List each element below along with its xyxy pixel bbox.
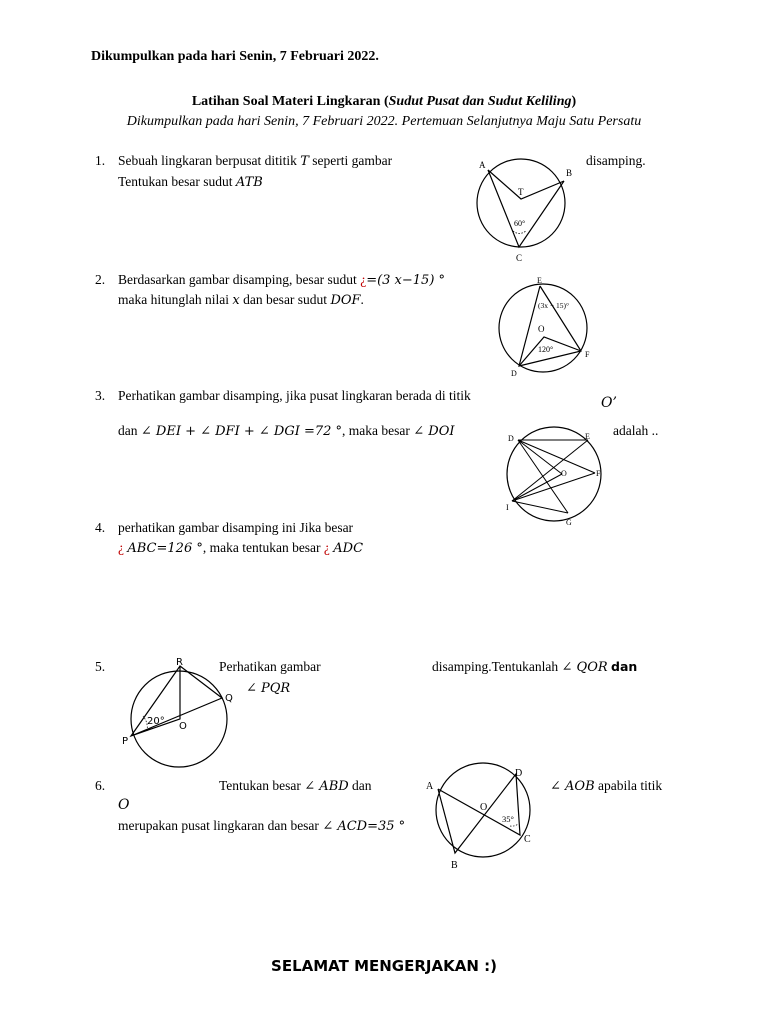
- q1-line2: Tentukan besar sudut ATB: [118, 174, 263, 190]
- q2-label-f: F: [585, 350, 590, 359]
- q1-angle-label: 60°: [514, 219, 526, 228]
- worksheet-subtitle: Dikumpulkan pada hari Senin, 7 Februari 2022. Pertemuan Selanjutnya Maju Satu Persatu: [126, 114, 642, 129]
- q1-line1: Sebuah lingkaran berpusat dititik T seperti gambar: [118, 153, 393, 169]
- q4-line2: ¿ ABC=126 °, maka tentukan besar ¿ ADC: [118, 540, 364, 556]
- q6-circle-figure: [425, 760, 535, 875]
- worksheet-title: Latihan Soal Materi Lingkaran (Sudut Pusat dan Sudut Keliling): [191, 94, 577, 109]
- q5-label-r: R: [176, 657, 183, 668]
- q6-text-a: Tentukan besar ∠ ABD dan: [219, 778, 372, 794]
- q5-angle2: ∠ PQR: [246, 681, 291, 696]
- q2-line2: maka hitunglah nilai x dan besar sudut DOF.: [118, 292, 364, 308]
- q1-label-b: B: [566, 168, 573, 178]
- q5-angle-label: 20°: [147, 716, 165, 727]
- due-note: Dikumpulkan pada hari Senin, 7 Februari 2022.: [91, 49, 379, 64]
- q5-text-b: disamping.Tentukanlah ∠ QOR dan: [432, 659, 638, 675]
- q3-side-text: adalah ..: [613, 423, 659, 438]
- q3-label-i: I: [506, 503, 509, 512]
- q1-side-text: disamping.: [586, 153, 646, 168]
- q2-expr-label: (3x − 15)°: [538, 301, 569, 310]
- q2-label-d: D: [511, 369, 517, 378]
- q3-label-f: F: [596, 469, 601, 478]
- q6-line3: merupakan pusat lingkaran dan besar ∠ ACD=35 °: [118, 818, 406, 834]
- q5-label-q: Q: [225, 693, 233, 704]
- q3-label-e: E: [585, 432, 590, 441]
- q3-line1: Perhatikan gambar disamping, jika pusat lingkaran berada di titik: [118, 388, 471, 403]
- q3-line2: dan ∠ DEI + ∠ DFI + ∠ DGI =72 °, maka besar ∠ DOI: [118, 423, 455, 439]
- closing-text: SELAMAT MENGERJAKAN :): [271, 957, 497, 975]
- q6-angle-label: 35°: [502, 814, 514, 824]
- q2-number: 2.: [95, 272, 106, 287]
- q1-label-t: T: [518, 187, 524, 197]
- q2-label-e: E: [537, 276, 542, 285]
- q6-label-d: D: [515, 768, 523, 779]
- q3-label-g: G: [566, 518, 572, 527]
- q5-circle-figure: [120, 656, 240, 771]
- q2-line1: Berdasarkan gambar disamping, besar sudut ¿=(3 x−15) °: [118, 272, 446, 288]
- q1-label-a: A: [479, 160, 486, 170]
- q3-circle-figure: [500, 428, 610, 533]
- q4-line1: perhatikan gambar disamping ini Jika besar: [118, 520, 354, 535]
- q1-label-c: C: [516, 253, 523, 263]
- q3-number: 3.: [95, 388, 106, 403]
- q5-label-o: O: [179, 721, 187, 732]
- q2-circle-figure: [493, 275, 603, 378]
- q1-number: 1.: [95, 153, 106, 168]
- q5-number: 5.: [95, 659, 106, 674]
- q6-text-b: ∠ AOB apabila titik: [550, 778, 663, 794]
- q2-angle-label: 120°: [538, 345, 554, 354]
- q5-label-p: P: [122, 736, 129, 747]
- q6-label-a: A: [426, 781, 434, 792]
- q3-label-o: O: [561, 469, 567, 478]
- q6-label-o: O: [480, 802, 488, 813]
- q6-var-o: O: [118, 797, 130, 813]
- q6-label-b: B: [451, 860, 458, 871]
- q6-label-c: C: [524, 834, 531, 845]
- q5-text-a: Perhatikan gambar: [219, 659, 321, 674]
- q6-number: 6.: [95, 778, 106, 793]
- q3-label-d: D: [508, 434, 514, 443]
- q2-label-o: O: [538, 324, 545, 334]
- q4-number: 4.: [95, 520, 106, 535]
- q3-center-label: O’: [601, 395, 617, 411]
- q1-circle-figure: [470, 155, 573, 263]
